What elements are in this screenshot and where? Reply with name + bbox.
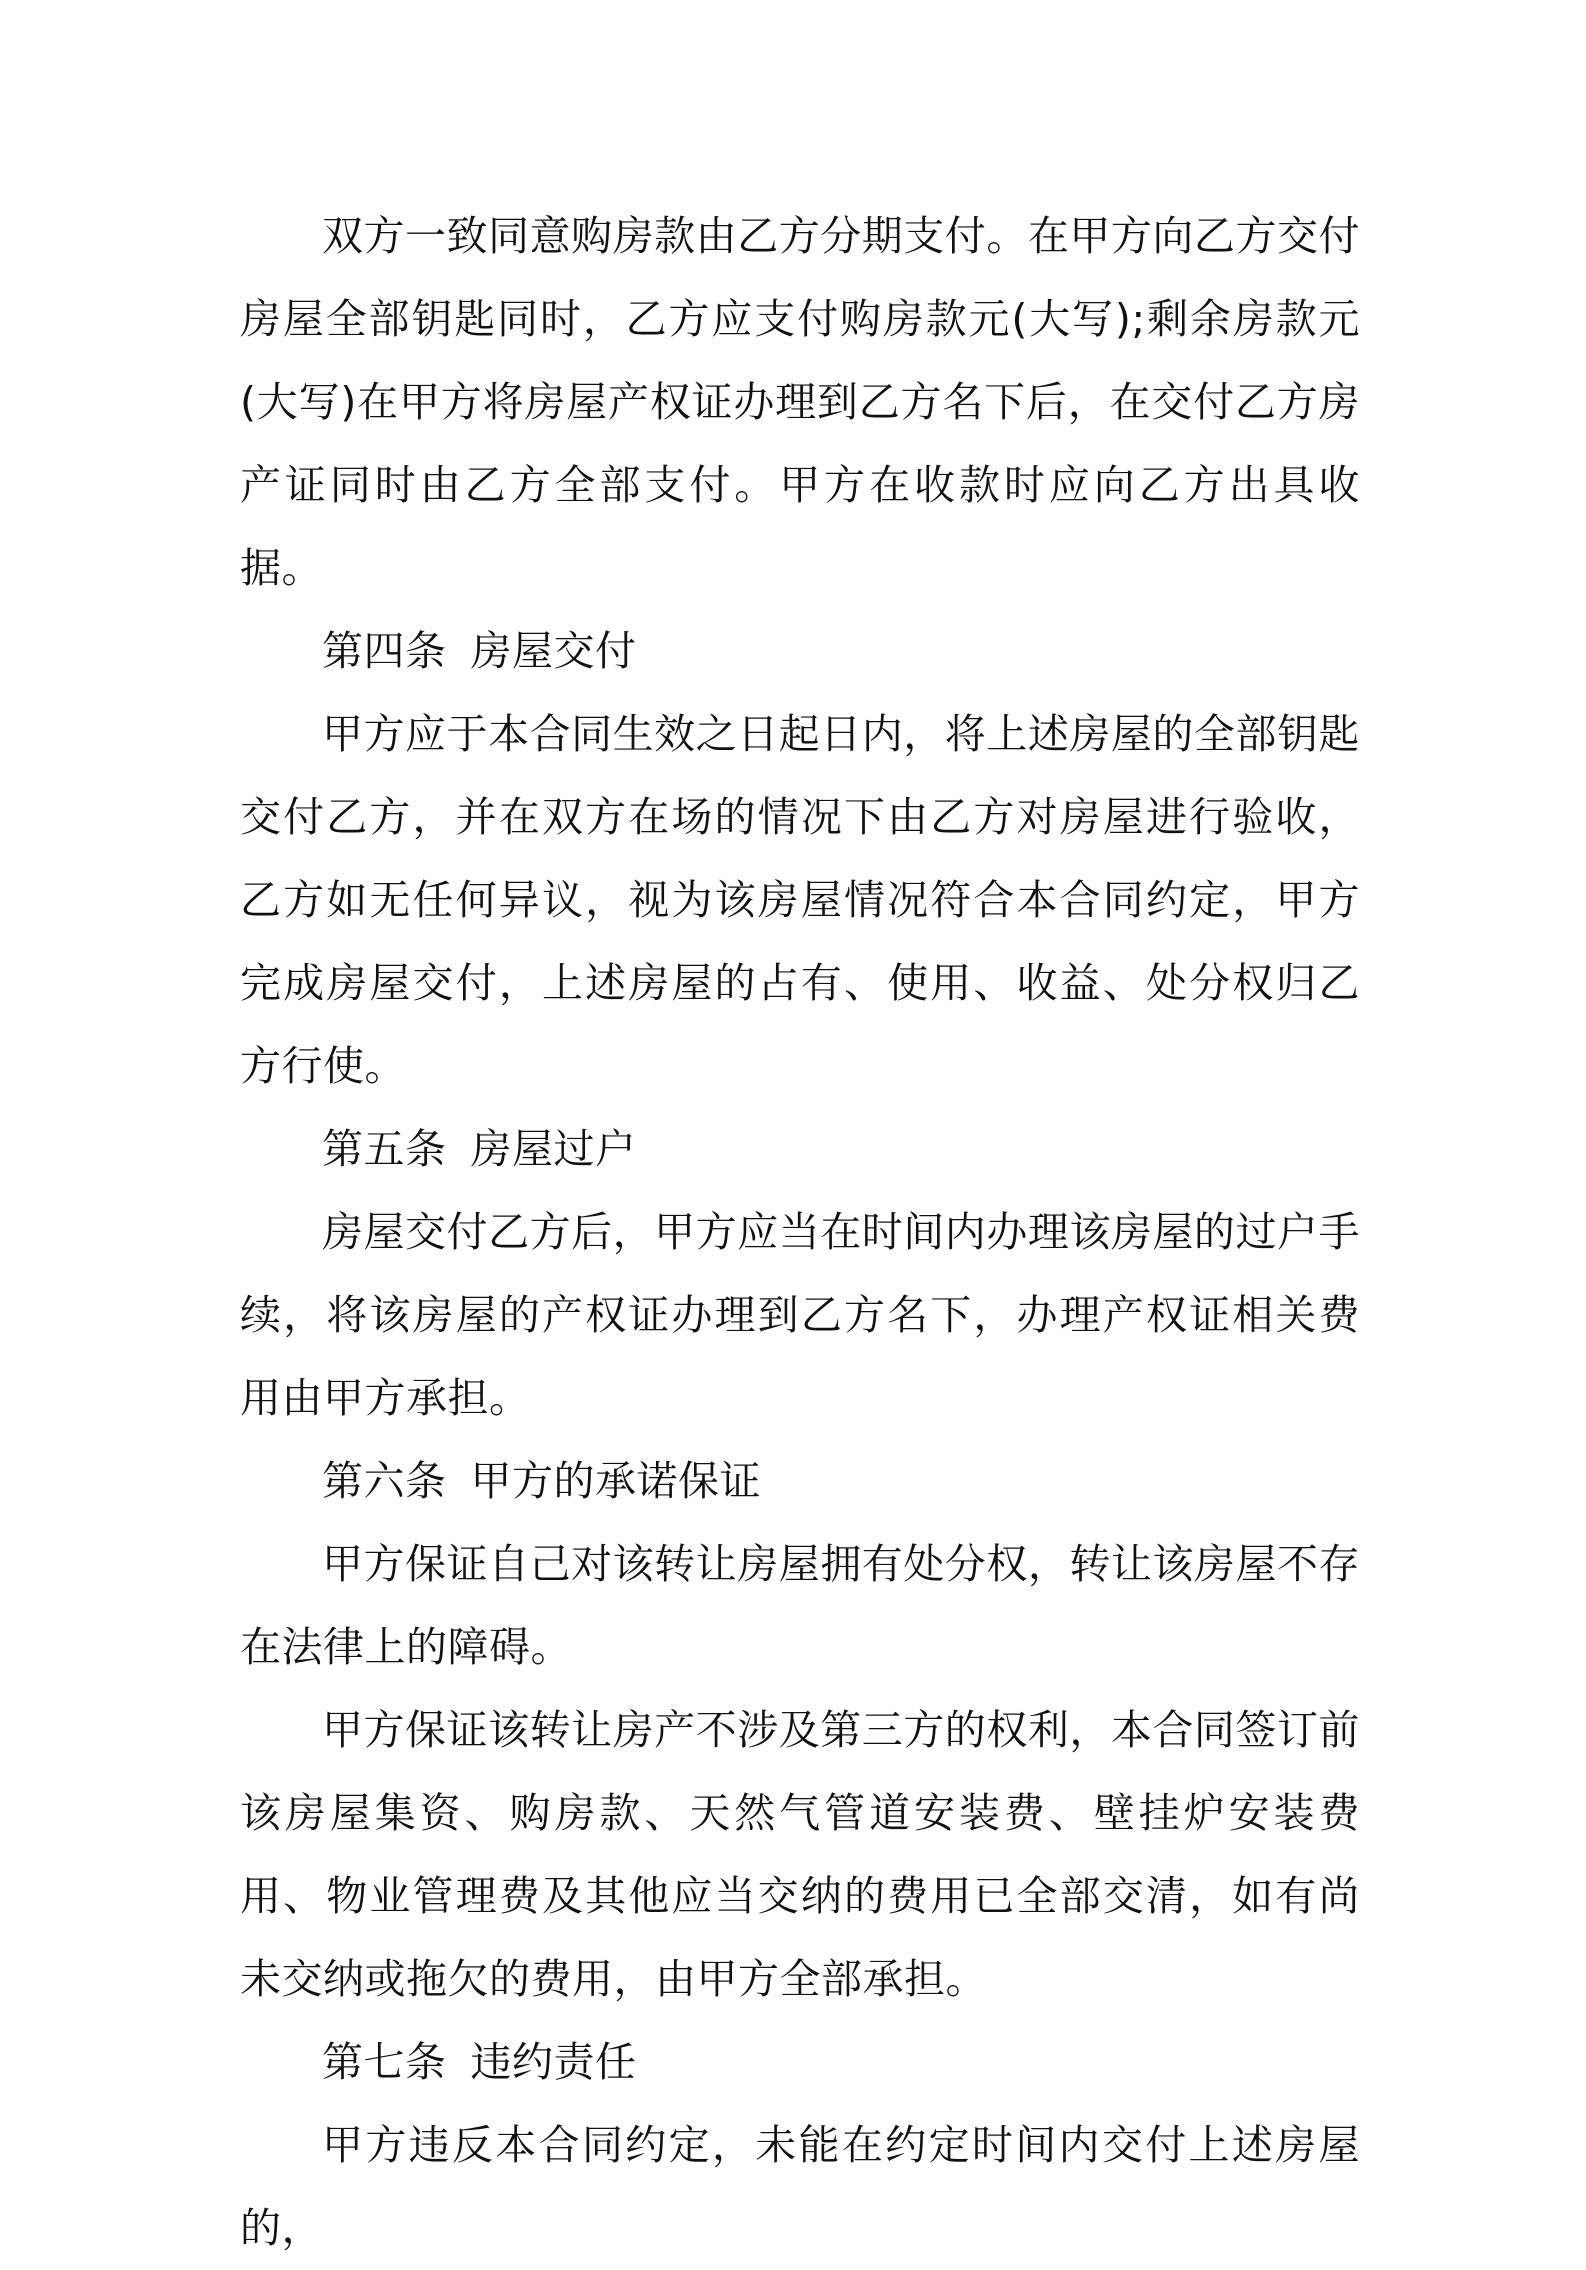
- paragraph-third-party-rights: 甲方保证该转让房产不涉及第三方的权利，本合同签订前该房屋集资、购房款、天然气管道安装费、壁挂炉安装费用、物业管理费及其他应当交纳的费用已全部交清，如有尚未交纳或拖欠的费用，由甲方全部承担。: [240, 1706, 1360, 2003]
- paragraph-disposal-right: 甲方保证自己对该转让房屋拥有处分权，转让该房屋不存在法律上的障碍。: [240, 1540, 1360, 1671]
- article-title: 房屋过户: [470, 1125, 637, 1173]
- article-title: 甲方的承诺保证: [470, 1457, 761, 1505]
- article-number: 第七条: [322, 2038, 447, 2086]
- paragraph-breach-liability: 甲方违反本合同约定，未能在约定时间内交付上述房屋的，: [240, 2121, 1360, 2252]
- article-title: 房屋交付: [470, 627, 637, 675]
- article-heading-7: [240, 2021, 1360, 2104]
- document-body: [240, 195, 1360, 2270]
- article-title: 违约责任: [470, 2038, 637, 2086]
- paragraph-payment-installments: 双方一致同意购房款由乙方分期支付。在甲方向乙方交付房屋全部钥匙同时，乙方应支付购房款元(大写);剩余房款元(大写)在甲方将房屋产权证办理到乙方名下后，在交付乙方房产证同时由乙方全部支付。甲方在收款时应向乙方出具收据。: [240, 212, 1360, 592]
- article-number: 第五条: [322, 1125, 447, 1173]
- article-number: 第四条: [322, 627, 447, 675]
- article-heading-4: [240, 610, 1360, 693]
- paragraph-house-delivery: 甲方应于本合同生效之日起日内，将上述房屋的全部钥匙交付乙方，并在双方在场的情况下由乙方对房屋进行验收，乙方如无任何异议，视为该房屋情况符合本合同约定，甲方完成房屋交付，上述房屋的占有、使用、收益、处分权归乙方行使。: [240, 710, 1360, 1090]
- article-number: 第六条: [322, 1457, 447, 1505]
- article-heading-5: [240, 1108, 1360, 1191]
- article-heading-6: [240, 1440, 1360, 1523]
- paragraph-ownership-transfer: 房屋交付乙方后，甲方应当在时间内办理该房屋的过户手续，将该房屋的产权证办理到乙方名下，办理产权证相关费用由甲方承担。: [240, 1208, 1360, 1422]
